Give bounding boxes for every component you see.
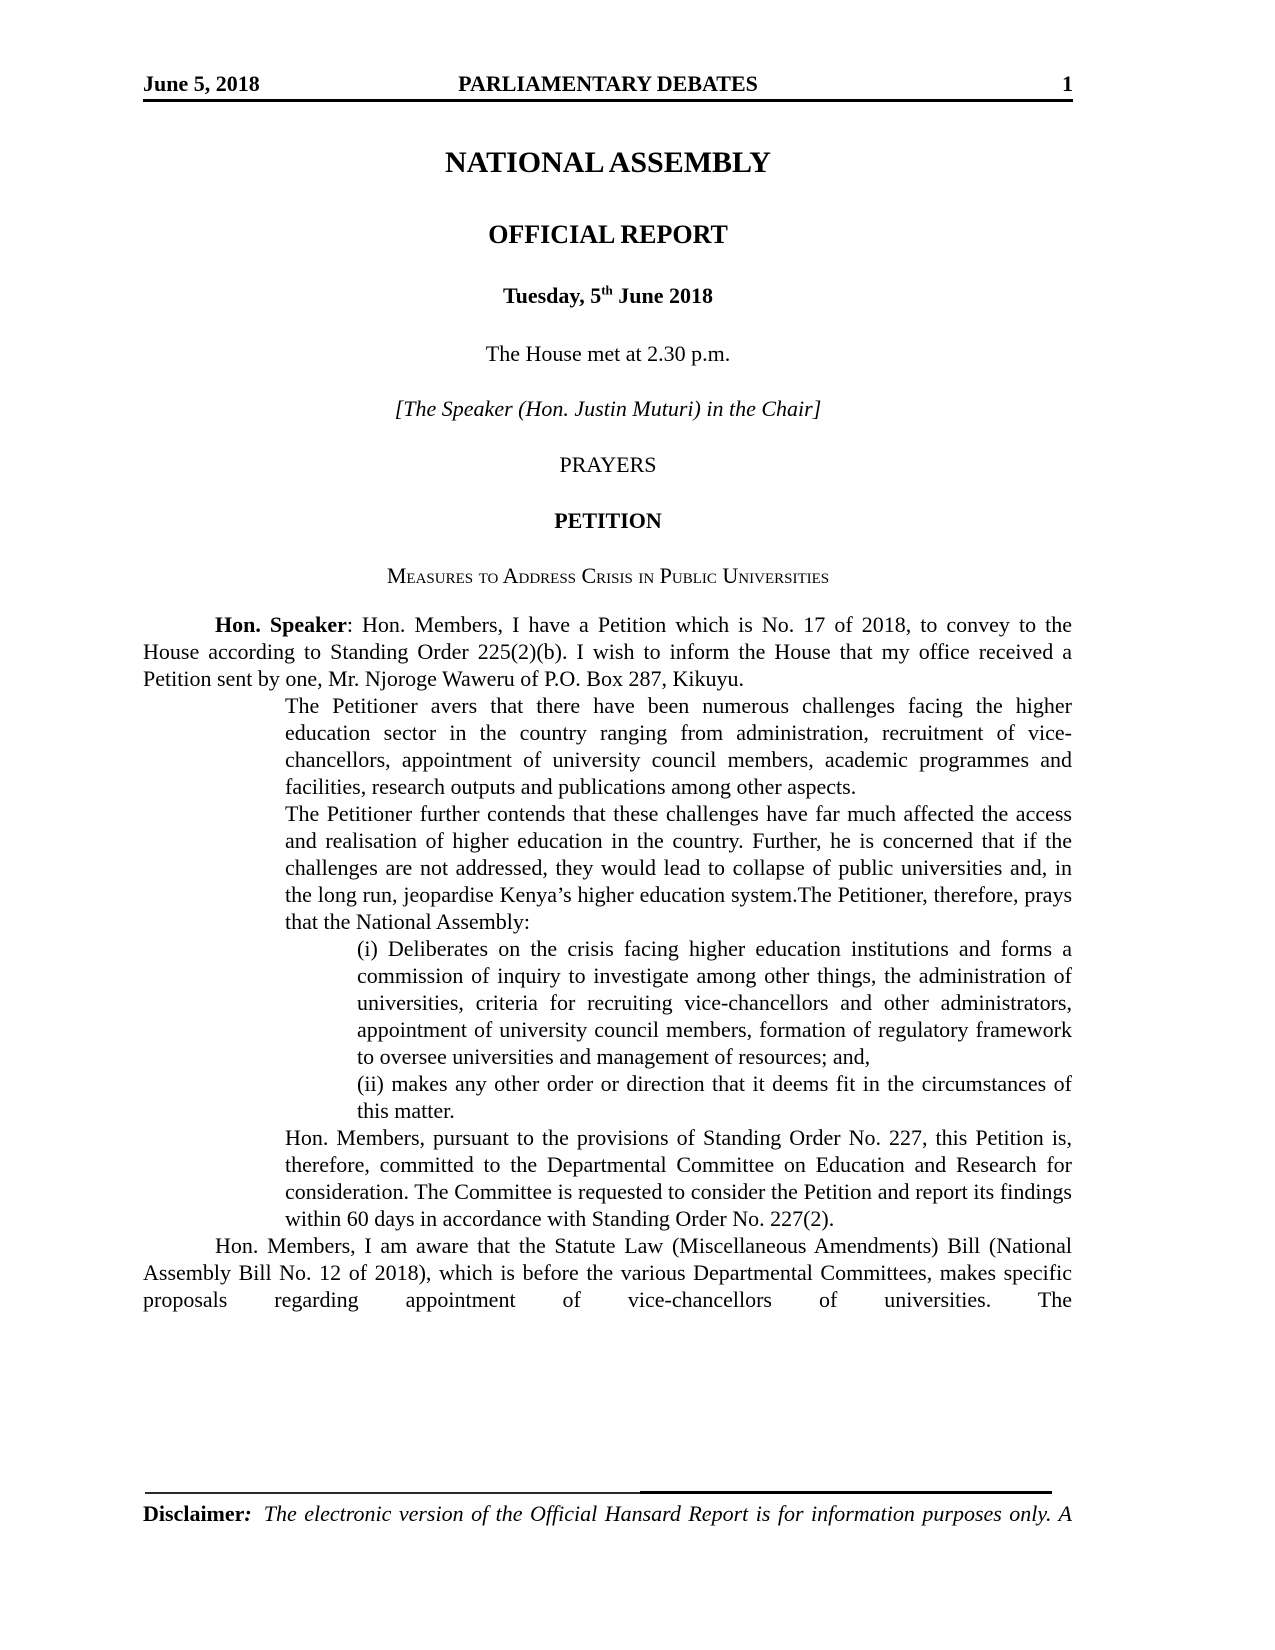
chair-line: [The Speaker (Hon. Justin Muturi) in the Chair] [394,396,822,421]
disclaimer [143,1500,1072,1527]
running-header [143,72,1073,102]
prayers-heading: PRAYERS [559,452,657,477]
sitting-date-suffix: June 2018 [612,283,714,308]
sitting-date-prefix: Tuesday, 5 [502,283,602,308]
header-date: June 5, 2018 [143,71,260,96]
sitting-date-ordinal: th [601,282,613,298]
speaker-name: Hon. Speaker [215,612,347,637]
petition-paragraph: The Petitioner avers that there have been numerous challenges facing the higher education sector in the country ranging from administration, recruitment of vice-chancellors, appointment of university council members, academic programmes and facilities, research outputs and publications among other aspects. [285,693,1072,799]
statute-paragraph: Hon. Members, I am aware that the Statute Law (Miscellaneous Amendments) Bill (National Assembly Bill No. 12 of 2018), which is before the various Departmental Committees, makes specific proposals regarding appointment of vice-chancellors of universities. The [143,1233,1072,1312]
prayer-item: (i) Deliberates on the crisis facing higher education institutions and forms a commission of inquiry to investigate among other things, the administration of universities, criteria for recruiting vice-chancellors and other administrators, appointment of university council members, formation of regulatory framework to oversee universities and management of resources; and, [357,936,1072,1069]
header-title: PARLIAMENTARY DEBATES [458,71,758,96]
disclaimer-colon: : [244,1501,252,1526]
disclaimer-text: The electronic version of the Official Hansard Report is for information purposes only. A [263,1501,1072,1526]
header-page-number: 1 [1062,71,1073,96]
assembly-title: NATIONAL ASSEMBLY [445,146,771,179]
report-title: OFFICIAL REPORT [488,220,728,249]
prayer-item: (ii) makes any other order or direction that it deems fit in the circumstances of this matter. [357,1071,1072,1123]
sitting-date [143,283,1073,309]
speaker-paragraph-text: : Hon. Members, I have a Petition which is No. 17 of 2018, to convey to the House according to Standing Order 225(2)(b). I wish to inform the House that my office received a Petition sent by one, Mr. Njoroge Waweru of P.O. Box 287, Kikuyu. [143,612,1072,691]
petition-heading: PETITION [554,508,662,533]
body-text [143,611,1072,1313]
footer-rule [640,1491,1052,1494]
house-met-line: The House met at 2.30 p.m. [485,341,731,366]
speaker-paragraph [143,611,1072,692]
petition-subheading: Measures to Address Crisis in Public Universities [386,563,830,588]
petition-paragraph: The Petitioner further contends that these challenges have far much affected the access and realisation of higher education in the country. Further, he is concerned that if the challenges are not addressed, they would lead to collapse of public universities and, in the long run, jeopardise Kenya’s higher education system.The Petitioner, therefore, prays that the National Assembly: [285,801,1072,934]
masthead [143,146,1073,589]
committal-paragraph: Hon. Members, pursuant to the provisions of Standing Order No. 227, this Petition is, therefore, committed to the Departmental Committee on Education and Research for consideration. The Committee is requested to consider the Petition and report its findings within 60 days in accordance with Standing Order No. 227(2). [285,1125,1072,1231]
disclaimer-label: Disclaimer [143,1501,245,1526]
